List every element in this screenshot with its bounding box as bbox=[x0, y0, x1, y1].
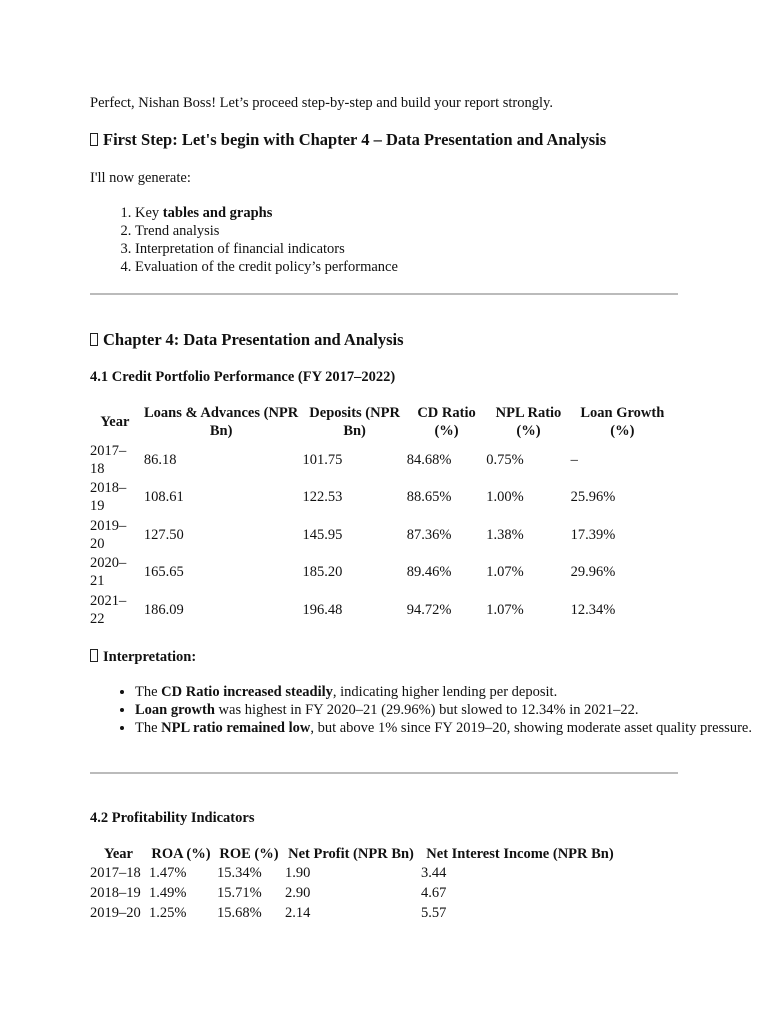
chapter-heading-text: Chapter 4: Data Presentation and Analysis bbox=[103, 330, 404, 349]
first-step-heading bbox=[90, 130, 606, 150]
list-item: • The CD Ratio increased steadily, indicating higher lending per deposit. bbox=[135, 683, 752, 701]
section-41-title: 4.1 Credit Portfolio Performance (FY 2017–2022) bbox=[90, 369, 396, 385]
column-header: ROE (%) bbox=[219, 846, 279, 862]
generate-intro: I'll now generate: bbox=[90, 170, 191, 186]
column-header: ROA (%) bbox=[151, 846, 211, 862]
table-row: 2018–19 1.49% 15.71% 2.90 4.67 bbox=[90, 885, 447, 901]
first-step-heading-text: First Step: Let's begin with Chapter 4 – Data Presentation and Analysis bbox=[103, 130, 607, 149]
table-row: 2019–20 1.25% 15.68% 2.14 5.57 bbox=[90, 905, 447, 921]
column-header: Net Profit (NPR Bn) bbox=[288, 846, 414, 862]
list-item: 4. Evaluation of the credit policy’s performance bbox=[135, 258, 398, 276]
chart-icon bbox=[90, 333, 98, 346]
divider bbox=[90, 772, 678, 774]
column-header: NPL Ratio (%) bbox=[495, 405, 562, 439]
interpretation-list bbox=[90, 683, 752, 737]
column-header: Deposits (NPR Bn) bbox=[309, 405, 400, 439]
table-header-row bbox=[90, 845, 621, 863]
interpretation-heading-text: Interpretation: bbox=[103, 649, 197, 665]
column-header: CD Ratio (%) bbox=[417, 405, 476, 439]
table-row: 2019–20 127.50 145.95 87.36% 1.38% 17.39% bbox=[90, 517, 616, 552]
list-item: • The NPL ratio remained low, but above 1% since FY 2019–20, showing moderate asset quality pressure. bbox=[135, 719, 752, 737]
list-item: 3. Interpretation of financial indicators bbox=[135, 240, 398, 258]
chapter-heading bbox=[90, 330, 404, 350]
list-item: 2. Trend analysis bbox=[135, 222, 398, 240]
list-item: 1. Key tables and graphs bbox=[135, 204, 398, 222]
column-header: Year bbox=[104, 846, 133, 862]
section-42-title: 4.2 Profitability Indicators bbox=[90, 810, 255, 826]
table-header-row bbox=[90, 403, 674, 441]
interpretation-heading bbox=[90, 648, 196, 666]
column-header: Loan Growth (%) bbox=[580, 405, 665, 439]
divider bbox=[90, 293, 678, 295]
table-row: 2018–19 108.61 122.53 88.65% 1.00% 25.96% bbox=[90, 480, 616, 515]
list-item: • Loan growth was highest in FY 2020–21 (29.96%) but slowed to 12.34% in 2021–22. bbox=[135, 701, 752, 719]
generate-list bbox=[90, 204, 398, 276]
magnifier-icon bbox=[90, 649, 98, 662]
table-row: 2021–22 186.09 196.48 94.72% 1.07% 12.34% bbox=[90, 592, 616, 627]
profitability-table bbox=[90, 845, 621, 923]
table-row: 2020–21 165.65 185.20 89.46% 1.07% 29.96% bbox=[90, 555, 616, 590]
intro-text: Perfect, Nishan Boss! Let’s proceed step-by-step and build your report strongly. bbox=[90, 95, 553, 111]
column-header: Year bbox=[100, 414, 130, 430]
column-header: Net Interest Income (NPR Bn) bbox=[426, 846, 614, 862]
credit-portfolio-table bbox=[90, 403, 674, 629]
checkmark-icon bbox=[90, 133, 98, 146]
column-header: Loans & Advances (NPR Bn) bbox=[143, 405, 299, 439]
table-row: 2017–18 1.47% 15.34% 1.90 3.44 bbox=[90, 865, 447, 881]
table-row: 2017–18 86.18 101.75 84.68% 0.75% – bbox=[90, 442, 578, 477]
